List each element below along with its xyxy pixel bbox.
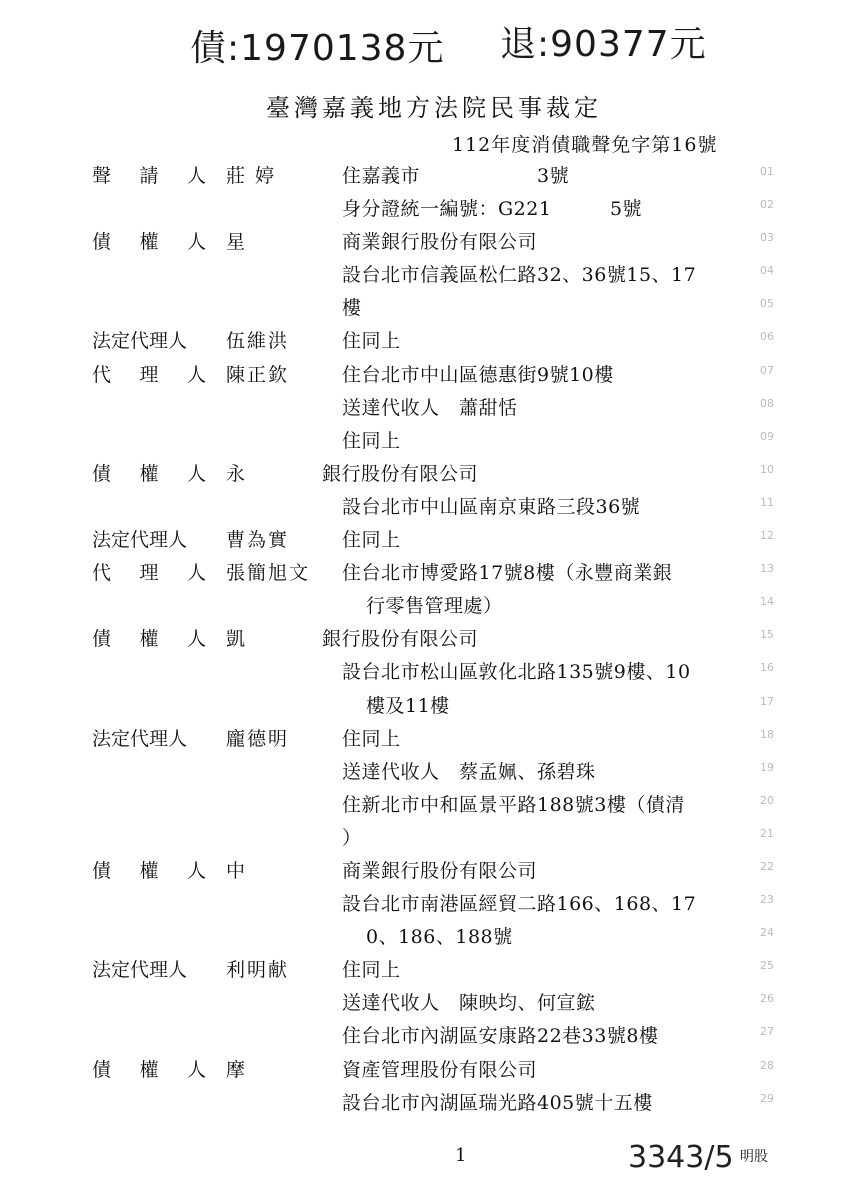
line-number: 26 [760,992,774,1006]
party-name: 摩 [226,1058,248,1081]
party-detail: 樓及11樓 [366,694,450,717]
party-detail: 資產管理股份有限公司 [342,1058,538,1081]
document-line [0,523,848,556]
document-line [0,457,848,490]
document-line [0,1086,848,1119]
party-detail: 設台北市松山區敦化北路135號9樓、10 [342,661,691,684]
party-detail: 住嘉義市 3號 [342,165,570,187]
line-number: 23 [760,893,774,907]
line-number: 14 [760,595,774,609]
party-role: 聲 請 人 [92,165,206,187]
document-line [0,953,848,986]
page-number: 1 [455,1145,467,1166]
party-name: 利明献 [226,959,290,982]
line-number: 03 [760,231,774,245]
party-role: 法定代理人 [92,959,188,982]
document-line [0,1019,848,1052]
party-detail: ） [342,826,362,849]
party-detail: 送達代收人 蕭甜恬 [342,396,518,419]
document-line [0,358,848,391]
document-line [0,821,848,854]
document-line [0,556,848,589]
document-line [0,192,848,225]
line-number: 18 [760,727,774,741]
party-detail: 住台北市博愛路17號8樓（永豐商業銀 [342,562,673,585]
line-number: 27 [760,1025,774,1039]
document-line [0,391,848,424]
document-line [0,424,848,457]
party-detail: 行零售管理處） [366,595,503,618]
party-name: 凱 [226,628,248,651]
party-detail: 住同上 [342,330,401,353]
party-role: 債 權 人 [92,859,206,882]
document-line [0,324,848,357]
line-number: 17 [760,694,774,708]
document-line [0,225,848,258]
party-detail: 住台北市內湖區安康路22巷33號8樓 [342,1025,659,1048]
party-role: 法定代理人 [92,529,188,552]
party-name: 中 [226,859,248,882]
party-role: 債 權 人 [92,231,206,254]
court-unit-label: 明股 [740,1149,768,1165]
line-number: 20 [760,793,774,807]
document-line [0,689,848,722]
handwritten-file-stamp: 3343/5 [628,1140,734,1175]
document-line [0,159,848,192]
party-detail: 樓 [342,297,362,320]
line-number: 12 [760,529,774,543]
document-line [0,854,848,887]
party-name: 曹為實 [226,529,290,552]
document-line [0,920,848,953]
line-number: 06 [760,330,774,344]
party-detail: 住同上 [342,429,401,452]
line-number: 19 [760,760,774,774]
party-role: 代 理 人 [92,363,206,386]
document-line [0,986,848,1019]
party-detail: 0、186、188號 [366,926,513,949]
party-detail: 設台北市南港區經貿二路166、168、17 [342,893,697,916]
party-role: 法定代理人 [92,330,188,353]
document-line [0,788,848,821]
party-list [0,159,848,1119]
document-line [0,622,848,655]
party-role: 債 權 人 [92,628,206,651]
party-role: 法定代理人 [92,727,188,750]
document-line [0,589,848,622]
line-number: 25 [760,959,774,973]
party-role: 債 權 人 [92,462,206,485]
line-number: 05 [760,297,774,311]
party-detail: 商業銀行股份有限公司 [342,231,538,254]
party-name: 星 [226,231,248,254]
party-detail: 商業銀行股份有限公司 [342,859,538,882]
line-number: 15 [760,628,774,642]
party-detail: 設台北市中山區南京東路三段36號 [342,495,641,518]
line-number: 04 [760,264,774,278]
party-name: 永 [226,462,248,485]
party-detail: 住同上 [342,959,401,982]
line-number: 09 [760,429,774,443]
party-name: 陳正欽 [226,363,290,386]
handwritten-returned-amount: 退:90377元 [500,24,707,65]
party-detail: 送達代收人 陳映均、何宣鋐 [342,992,596,1015]
party-name: 莊 婷 [226,165,277,187]
handwritten-debt-amount: 債:1970138元 [190,28,445,69]
line-number: 16 [760,661,774,675]
line-number: 22 [760,859,774,873]
party-detail: 住新北市中和區景平路188號3樓（債清 [342,793,685,816]
document-line [0,258,848,291]
party-detail: 住同上 [342,727,401,750]
party-role: 代 理 人 [92,562,206,585]
case-number: 112年度消債職聲免字第16號 [452,134,718,156]
party-detail: 住同上 [342,529,401,552]
party-detail: 設台北市信義區松仁路32、36號15、17 [342,264,697,287]
party-detail: 身分證統一編號：G221 5號 [342,198,643,221]
line-number: 29 [760,1091,774,1105]
document-title: 臺灣嘉義地方法院民事裁定 [266,94,602,122]
line-number: 28 [760,1058,774,1072]
document-line [0,722,848,755]
line-number: 11 [760,495,774,509]
line-number: 01 [760,165,774,178]
party-detail: 銀行股份有限公司 [322,628,479,651]
document-line [0,1053,848,1086]
line-number: 13 [760,562,774,576]
document-line [0,291,848,324]
party-detail: 住台北市中山區德惠街9號10樓 [342,363,614,386]
line-number: 07 [760,363,774,377]
line-number: 21 [760,826,774,840]
party-detail: 銀行股份有限公司 [322,462,479,485]
line-number: 10 [760,462,774,476]
line-number: 24 [760,926,774,940]
document-line [0,655,848,688]
party-role: 債 權 人 [92,1058,206,1081]
party-detail: 送達代收人 蔡孟姵、孫碧珠 [342,760,596,783]
party-detail: 設台北市內湖區瑞光路405號十五樓 [342,1091,653,1114]
line-number: 08 [760,396,774,410]
party-name: 龐德明 [226,727,290,750]
document-line [0,755,848,788]
document-line [0,887,848,920]
line-number: 02 [760,198,774,212]
document-line [0,490,848,523]
party-name: 張簡旭文 [226,562,311,585]
party-name: 伍維洪 [226,330,290,353]
